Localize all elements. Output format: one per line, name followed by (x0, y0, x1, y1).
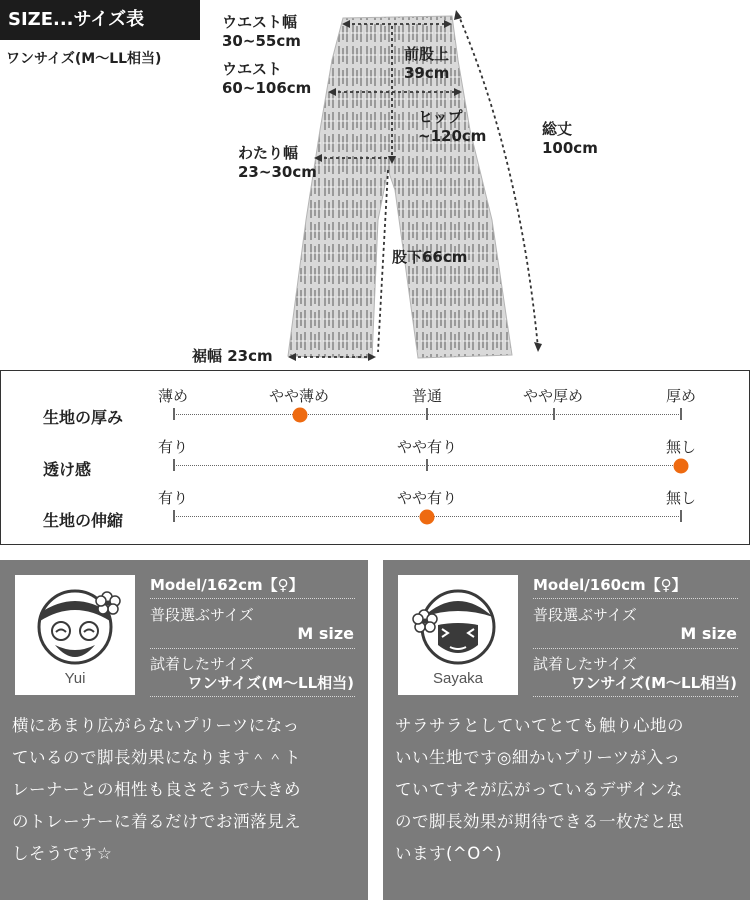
tick-label: 厚め (665, 387, 697, 405)
pants-illustration (0, 0, 750, 370)
model-comment: 横にあまり広がらないプリーツになっ ているので脚長効果になります＾＾ト レーナーとの相性も良さそうで大きめ のトレーナーに着るだけでお洒落見え しそうです☆ (12, 716, 301, 863)
divider (150, 696, 355, 697)
divider (533, 598, 738, 599)
tick-label: やや厚め (522, 387, 584, 405)
inseam-measure: 股下66cm (392, 248, 468, 266)
scale-tick (680, 408, 682, 420)
tried-size-value: ワンサイズ(M〜LL相当) (187, 674, 354, 692)
thickness-indicator (293, 408, 308, 423)
scale-tick (426, 459, 428, 471)
hip-measure: ヒップ ~120cm (418, 108, 487, 145)
tick-label: 普通 (411, 387, 443, 405)
scale-tick (173, 459, 175, 471)
tick-label: 有り (157, 489, 189, 507)
scale-tick (173, 510, 175, 522)
tick-label: 無し (665, 438, 697, 456)
model-info: Model/162cm【♀】 (150, 576, 304, 594)
waist-width-measure: ウエスト幅 30~55cm (222, 13, 301, 50)
thickness-label: 生地の厚み (43, 408, 124, 427)
model-info: Model/160cm【♀】 (533, 576, 687, 594)
fabric-properties (0, 370, 750, 545)
total-length-measure: 総丈 100cm (542, 120, 598, 157)
divider (150, 598, 355, 599)
tick-label: やや薄め (268, 387, 330, 405)
thigh-width-measure: わたり幅 23~30cm (238, 144, 317, 181)
tick-label: 有り (157, 438, 189, 456)
avatar (398, 575, 518, 695)
scale-tick (173, 408, 175, 420)
tick-label: 無し (665, 489, 697, 507)
divider (533, 648, 738, 649)
front-rise-measure: 前股上 39cm (404, 45, 450, 82)
tried-size-value: ワンサイズ(M〜LL相当) (570, 674, 737, 692)
divider (533, 696, 738, 697)
usual-size-label: 普段選ぶサイズ (533, 606, 637, 624)
tried-size-label: 試着したサイズ (533, 655, 637, 673)
transparency-label: 透け感 (43, 460, 92, 479)
tick-label: やや有り (396, 438, 458, 456)
hem-width-measure: 裾幅 23cm (192, 347, 273, 365)
scale-tick (553, 408, 555, 420)
tick-label: 薄め (157, 387, 189, 405)
waist-measure: ウエスト 60~106cm (222, 60, 312, 97)
model-panel-yui (0, 560, 368, 900)
transparency-indicator (674, 459, 689, 474)
stretch-label: 生地の伸縮 (43, 511, 124, 530)
model-panel-sayaka (383, 560, 750, 900)
avatar (15, 575, 135, 695)
size-label: ワンサイズ(M〜LL相当) (6, 51, 162, 67)
model-comment: サラサラとしていてとても触り心地の いい生地です◎細かいプリーツが入っ ていてすそが広がっているデザインな ので脚長効果が期待できる一枚だと思 います(^O^) (395, 716, 684, 863)
size-chart-title: SIZE...サイズ表 (0, 0, 200, 40)
usual-size-value: M size (297, 624, 354, 643)
avatar-name: Sayaka (432, 670, 484, 687)
scale-tick (426, 408, 428, 420)
scale-tick (680, 510, 682, 522)
tried-size-label: 試着したサイズ (150, 655, 254, 673)
usual-size-label: 普段選ぶサイズ (150, 606, 254, 624)
divider (150, 648, 355, 649)
avatar-name: Yui (64, 670, 86, 687)
stretch-indicator (420, 510, 435, 525)
usual-size-value: M size (680, 624, 737, 643)
tick-label: やや有り (396, 489, 458, 507)
